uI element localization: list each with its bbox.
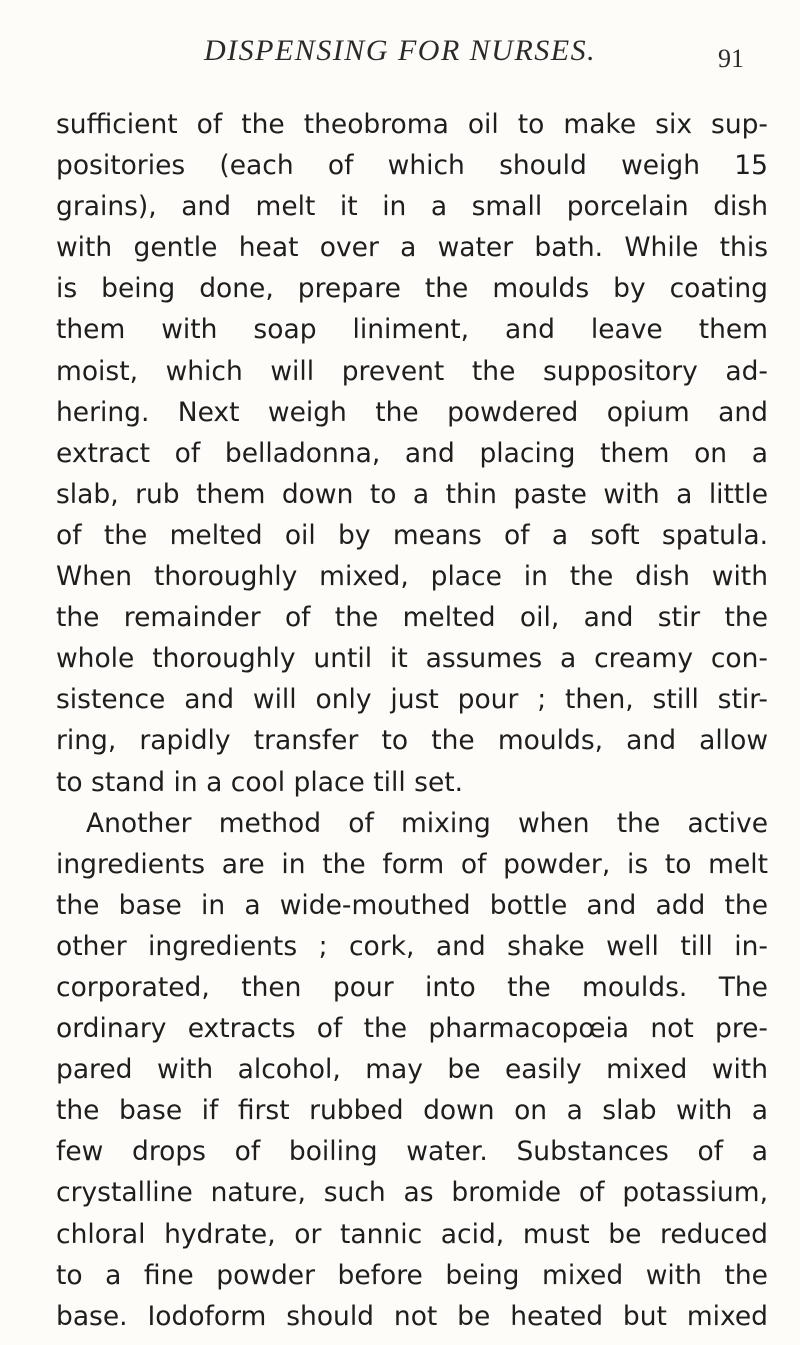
text-line: them with soap liniment, and leave them	[56, 314, 768, 346]
text-line: base. Iodoform should not be heated but mixed	[56, 1300, 768, 1332]
text-line: extract of belladonna, and placing them on a	[56, 437, 768, 469]
page-number: 91	[718, 44, 744, 73]
text-line: corporated, then pour into the moulds. The	[56, 971, 768, 1003]
text-line: other ingredients ; cork, and shake well till in-	[56, 930, 768, 962]
text-line: hering. Next weigh the powdered opium and	[56, 396, 768, 428]
text-line: few drops of boiling water. Substances of a	[56, 1136, 768, 1168]
text-line: moist, which will prevent the suppository ad-	[56, 355, 768, 387]
text-line: crystalline nature, such as bromide of potassium,	[56, 1177, 768, 1209]
text-line: the base in a wide-mouthed bottle and add the	[56, 889, 768, 921]
text-line: the base if first rubbed down on a slab with a	[56, 1095, 768, 1127]
text-line: chloral hydrate, or tannic acid, must be reduced	[56, 1218, 768, 1250]
body-text	[56, 104, 768, 1337]
text-line: ingredients are in the form of powder, is to melt	[56, 848, 768, 880]
text-line: slab, rub them down to a thin paste with a little	[56, 478, 768, 510]
text-line: to stand in a cool place till set.	[56, 766, 464, 798]
text-line: sufficient of the theobroma oil to make six sup-	[56, 109, 768, 140]
text-line: the remainder of the melted oil, and stir the	[56, 602, 768, 634]
text-line: When thoroughly mixed, place in the dish with	[56, 561, 768, 593]
text-line: Another method of mixing when the active	[86, 807, 768, 839]
text-line: sistence and will only just pour ; then, still stir-	[56, 684, 768, 716]
text-line: ring, rapidly transfer to the moulds, and allow	[56, 725, 768, 757]
text-line: is being done, prepare the moulds by coating	[56, 273, 768, 305]
text-line: with gentle heat over a water bath. While this	[56, 232, 768, 264]
text-line: grains), and melt it in a small porcelain dish	[56, 191, 768, 223]
text-line: whole thoroughly until it assumes a creamy con-	[56, 643, 768, 675]
running-head: DISPENSING FOR NURSES.	[204, 34, 597, 67]
text-line: to a fine powder before being mixed with the	[56, 1259, 768, 1291]
text-line: positories (each of which should weigh 15	[56, 150, 768, 182]
text-line: of the melted oil by means of a soft spatula.	[56, 519, 768, 551]
text-line: ordinary extracts of the pharmacopœia not pre-	[56, 1013, 768, 1045]
text-line: pared with alcohol, may be easily mixed with	[56, 1054, 768, 1086]
